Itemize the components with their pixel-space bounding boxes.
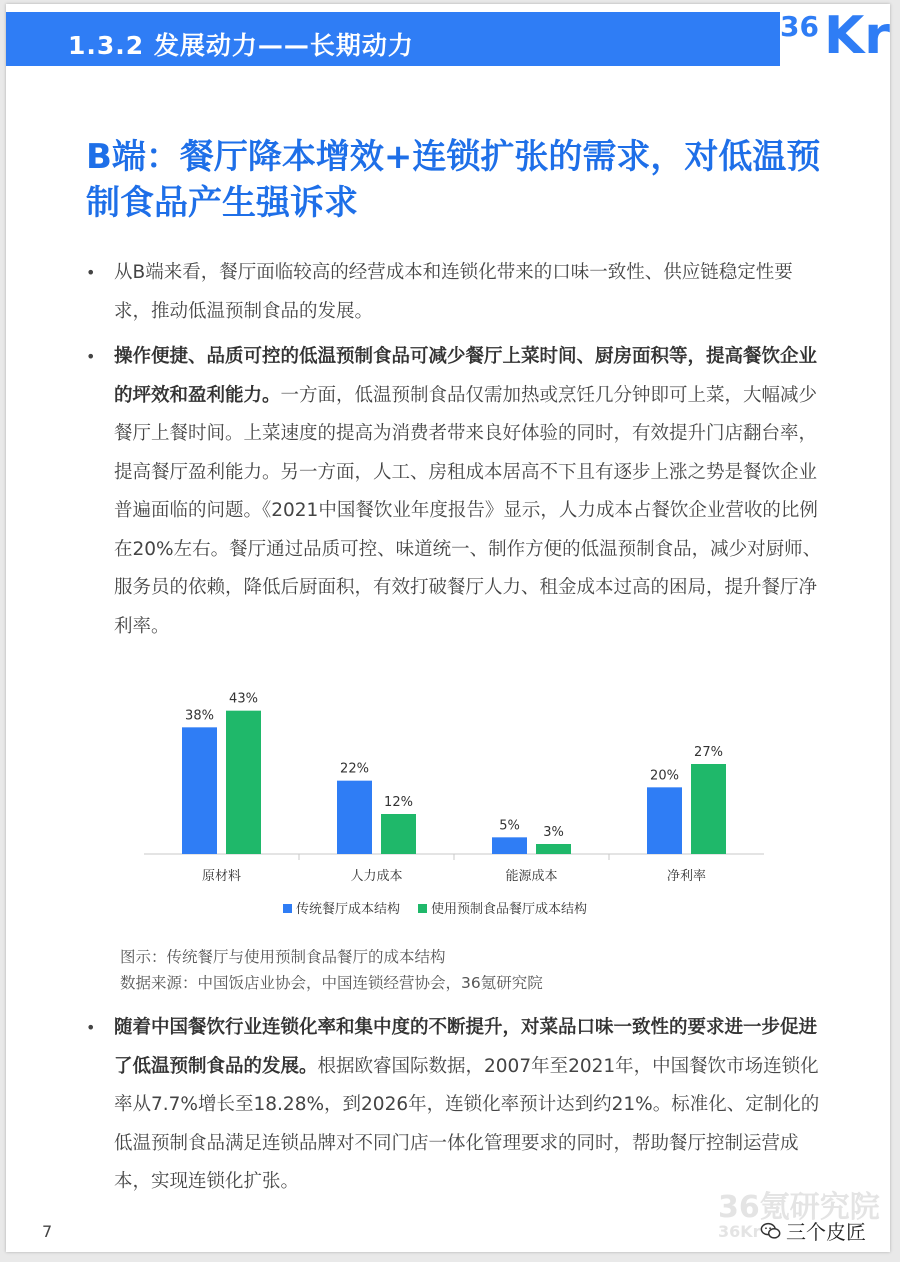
- x-tick-label: 净利率: [666, 869, 707, 884]
- bullet-dot-icon: •: [86, 263, 96, 282]
- bar-traditional: [647, 787, 682, 854]
- bar-prepared: [226, 711, 261, 854]
- page-headline: B端：餐厅降本增效+连锁扩张的需求，对低温预制食品产生强诉求: [86, 137, 821, 223]
- bar-traditional: [337, 781, 372, 854]
- bullet-1-text: 从B端来看，餐厅面临较高的经营成本和连锁化带来的口味一致性、供应链稳定性要求，推动低温预制食品的发展。: [114, 262, 793, 322]
- bullet-2: [84, 338, 826, 646]
- data-label: 43%: [229, 691, 258, 707]
- report-page: [6, 4, 890, 1252]
- legend-label: 传统餐厅成本结构: [296, 902, 401, 917]
- section-title: 1.3.2 发展动力——长期动力: [68, 31, 414, 60]
- data-label: 20%: [650, 768, 679, 784]
- bullet-3-text: 根据欧睿国际数据，2007年至2021年，中国餐饮市场连锁化率从7.7%增长至18.28%，到2026年，连锁化率预计达到约21%。标准化、定制化的低温预制食品满足连锁品牌对不同门店一体化管理要求的同时，帮助餐厅控制运营成本，实现连锁化扩张。: [114, 1055, 820, 1192]
- logo-letter: Kr: [824, 6, 890, 66]
- bullet-dot-icon: •: [86, 347, 96, 366]
- data-label: 12%: [384, 795, 413, 810]
- figure-caption: 图示：传统餐厅与使用预制食品餐厅的成本结构: [120, 948, 446, 966]
- wechat-icon: [760, 1220, 782, 1242]
- wechat-account-name: 三个皮匠: [786, 1220, 866, 1244]
- legend-label: 使用预制食品餐厅成本结构: [431, 902, 588, 917]
- section-header-bar: [6, 6, 890, 66]
- bullet-3-bold: 随着中国餐饮行业连锁化率和集中度的不断提升，对菜品口味一致性的要求进一步促进了低温预制食品的发展。: [114, 1017, 818, 1077]
- data-label: 3%: [543, 825, 564, 840]
- bullet-dot-icon: •: [86, 1018, 96, 1037]
- data-label: 27%: [694, 745, 723, 760]
- bullet-3: [84, 1009, 826, 1202]
- legend-swatch: [283, 904, 292, 913]
- watermark: 36氪研究院: [718, 1190, 880, 1225]
- bar-traditional: [182, 727, 217, 854]
- bar-prepared: [536, 844, 571, 854]
- bar-prepared: [381, 814, 416, 854]
- data-label: 38%: [185, 708, 214, 724]
- legend-swatch: [418, 904, 427, 913]
- cost-structure-chart: [126, 684, 776, 934]
- data-label: 5%: [499, 818, 520, 834]
- bar-prepared: [691, 764, 726, 854]
- bar-traditional: [492, 837, 527, 854]
- chart-caption: [120, 944, 543, 996]
- bullet-1: [84, 254, 826, 331]
- bullet-2-text: 一方面，低温预制食品仅需加热或烹饪几分钟即可上菜，大幅减少餐厅上餐时间。上菜速度的提高为消费者带来良好体验的同时，有效提升门店翻台率，提高餐厅盈利能力。另一方面，人工、房租成本居高不下且有逐步上涨之势是餐饮企业普遍面临的问题。《2021中国餐饮业年度报告》显示，人力成本占餐饮企业营收的比例在20%左右。餐厅通过品质可控、味道统一、制作方便的低温预制食品，减少对厨师、服务员的依赖，降低后厨面积，有效打破餐厅人力、租金成本过高的困局，提升餐厅净利率。: [114, 384, 822, 637]
- bullet-2-bold: 操作便捷、品质可控的低温预制食品可减少餐厅上菜时间、厨房面积等，提高餐饮企业的坪效和盈利能力。: [114, 346, 818, 406]
- x-tick-label: 人力成本: [350, 869, 403, 884]
- data-label: 22%: [340, 761, 369, 777]
- page-number: 7: [42, 1222, 53, 1241]
- x-tick-label: 能源成本: [505, 869, 558, 884]
- watermark-sub: 36Kr: [718, 1222, 761, 1241]
- logo-number: 36: [780, 10, 819, 43]
- x-tick-label: 原材料: [201, 869, 242, 884]
- wechat-account: [760, 1216, 866, 1245]
- 36kr-logo: [780, 4, 890, 66]
- data-source: 数据来源：中国饭店业协会，中国连锁经营协会，36氪研究院: [120, 974, 543, 992]
